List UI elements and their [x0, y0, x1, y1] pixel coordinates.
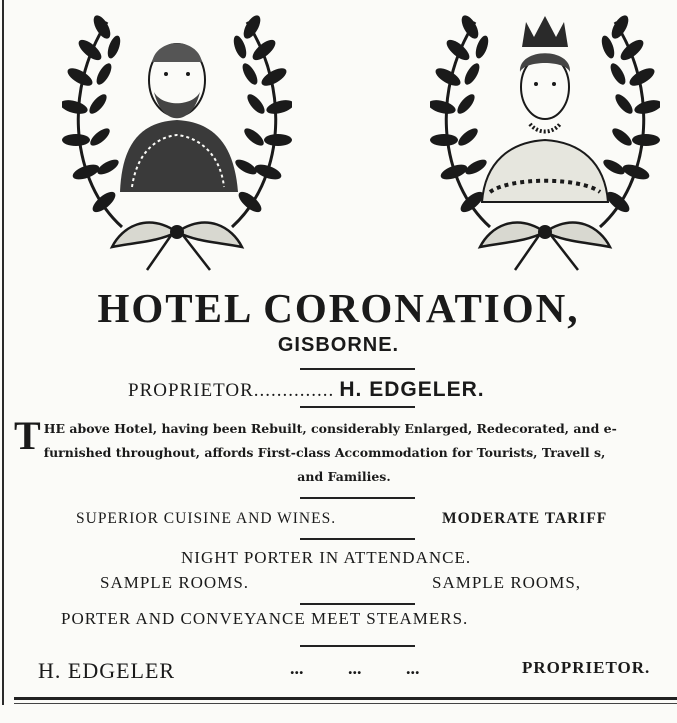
- cuisine-text: SUPERIOR CUISINE AND WINES.: [76, 510, 337, 527]
- bottom-border-rule: [14, 697, 677, 700]
- footer-dots: ... ... ...: [290, 658, 420, 678]
- footer-proprietor-name: H. EDGELER: [38, 658, 176, 683]
- description-line: furnished throughout, affords First-class Accommodation for Tourists, Travell s,: [43, 445, 606, 460]
- divider-rule: [300, 406, 415, 408]
- description-line: and Families.: [297, 469, 391, 484]
- proprietor-line: [128, 378, 485, 402]
- divider-rule: [300, 645, 415, 647]
- bottom-border-rule-thin: [14, 703, 677, 704]
- divider-rule: [300, 538, 415, 540]
- sample-rooms-right: SAMPLE ROOMS,: [432, 573, 582, 592]
- town-name: GISBORNE.: [277, 334, 400, 356]
- hotel-title: HOTEL CORONATION,: [97, 285, 580, 331]
- proprietor-label: PROPRIETOR..............: [128, 380, 335, 401]
- porter-conveyance-text: PORTER AND CONVEYANCE MEET STEAMERS.: [61, 609, 469, 628]
- divider-rule: [300, 497, 415, 499]
- description-paragraph: [14, 413, 674, 489]
- tariff-text: MODERATE TARIFF: [442, 510, 608, 527]
- divider-rule: [300, 603, 415, 605]
- divider-rule: [300, 368, 415, 370]
- proprietor-name: H. EDGELER.: [339, 378, 485, 401]
- drop-cap-letter: T: [14, 413, 41, 458]
- footer-proprietor-role: PROPRIETOR.: [522, 658, 651, 677]
- night-porter-text: NIGHT PORTER IN ATTENDANCE.: [181, 548, 472, 567]
- sample-rooms-left: SAMPLE ROOMS.: [100, 573, 250, 592]
- description-line: HE above Hotel, having been Rebuilt, considerably Enlarged, Redecorated, and e-: [43, 421, 617, 436]
- queen-portrait-icon: [430, 2, 660, 274]
- king-portrait-icon: [62, 2, 292, 274]
